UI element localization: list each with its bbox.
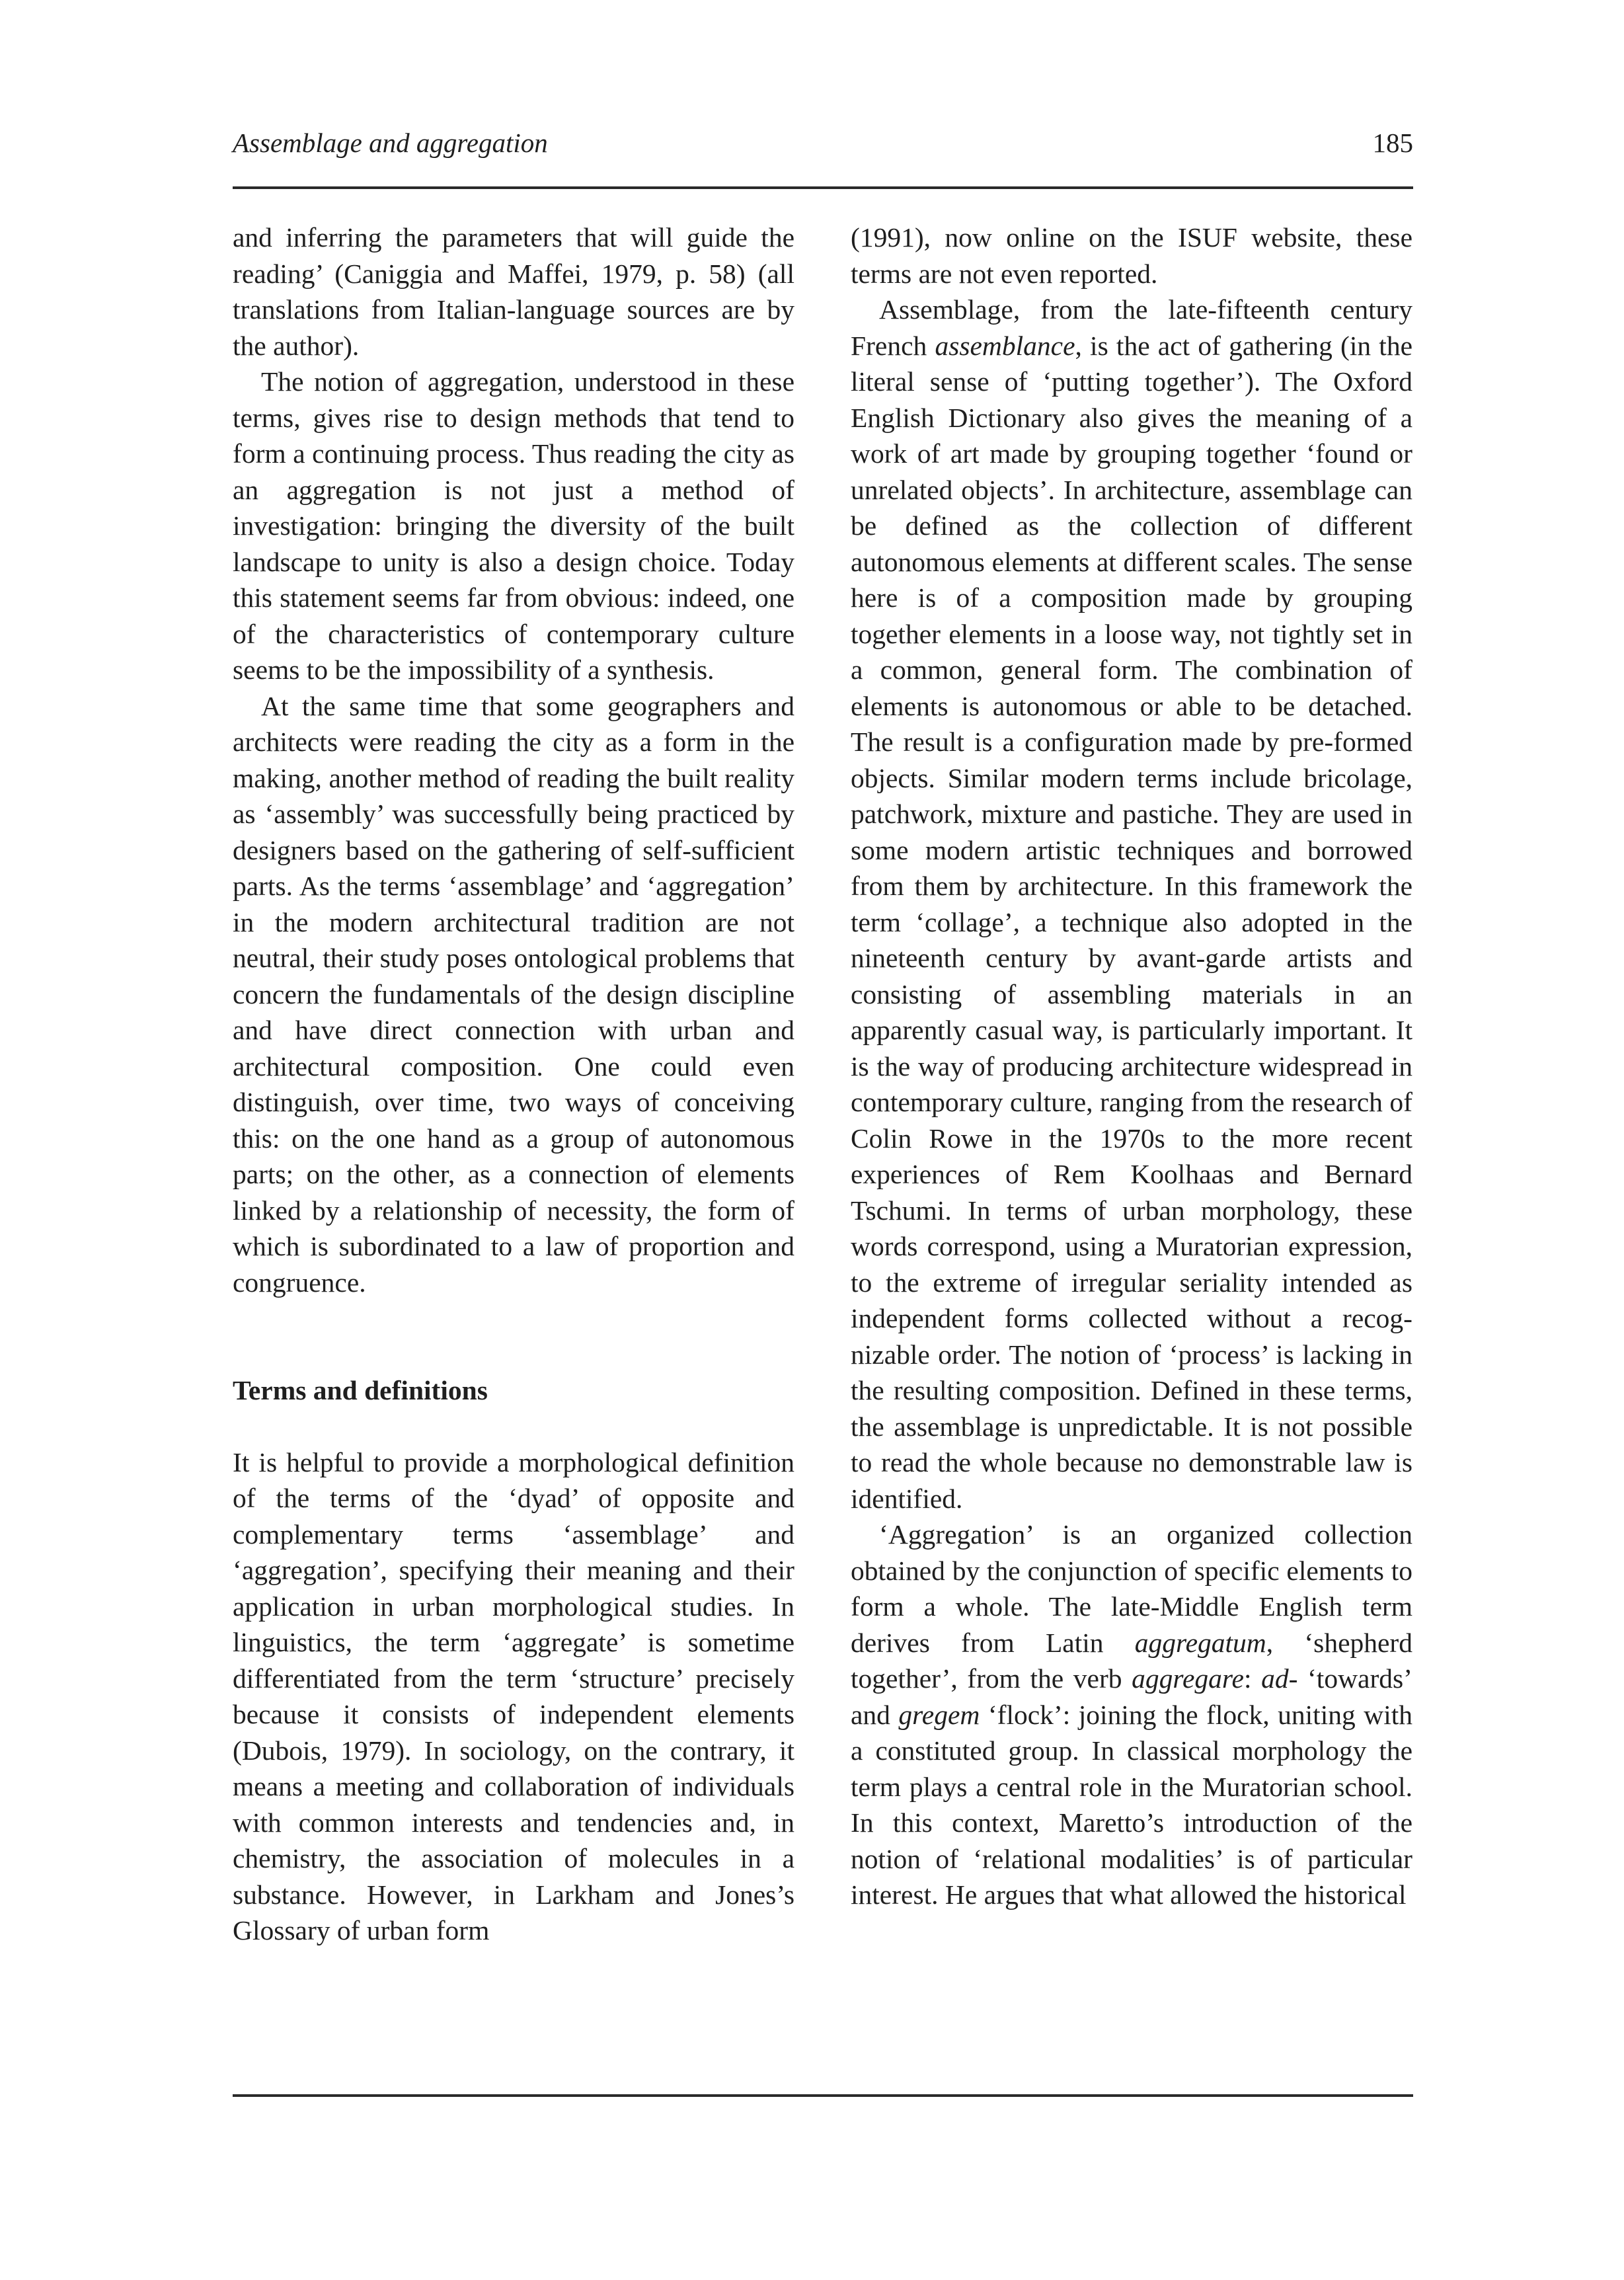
page-number: 185 <box>1372 128 1413 158</box>
italic-term: assemblance <box>935 330 1075 361</box>
paragraph <box>851 292 1412 1516</box>
text-run: : <box>1243 1663 1262 1694</box>
paragraph: (1991), now online on the ISUF website, these terms are not even reported. <box>851 222 1412 289</box>
section-heading: Terms and definitions <box>233 1375 488 1405</box>
italic-term: aggregatum <box>1134 1627 1266 1658</box>
paragraph: It is helpful to provide a morphological definition of the terms of the ‘dyad’ of opposite and complementary terms ‘assemblage’ and ‘aggregation’, specifying their meaning and their application in urban morphological studies. In linguistics, the term ‘aggregate’ is sometime differentiated from the term ‘structure’ precisely because it consists of independent elements (Dubois, 1979). In sociology, on the contrary, it means a meeting and collaboration of individuals with common interests and tendencies and, in chemistry, the association of molecules in a substance. However, in Larkham and Jones’s Glossary of urban form <box>233 1446 794 1946</box>
paragraph: The notion of aggregation, understood in these terms, gives rise to design methods that tend to form a continuing process. Thus reading the city as an aggregation is not just a method of investigation: bringing the diversity of the built landscape to unity is also a design choice. Today this statement seems far from obvious: indeed, one of the characteristics of contemporary culture seems to be the impossibility of a synthesis. <box>233 366 794 685</box>
bottom-rule <box>233 2094 1413 2097</box>
text-run: ‘towards’ and <box>851 1663 1412 1730</box>
italic-term: aggregare <box>1132 1663 1244 1694</box>
running-title: Assemblage and aggregation <box>233 128 548 158</box>
left-column <box>233 219 794 1949</box>
text-run: ‘flock’: joining the flock, uniting with a constituted group. In classical morphology the term plays a central role in the Muratorian school. In this context, Maretto’s introduction of the notion of ‘relational modalities’ is of particular interest. He argues that what allowed the historical <box>851 1699 1413 1910</box>
paragraph: and inferring the parameters that will guide the reading’ (Caniggia and Maffei, 1979, p. 58) (all translations from Italian-language sources are by the author). <box>233 222 794 361</box>
text-run: Assemblage, from the late-fifteenth century French <box>851 294 1412 361</box>
text-run: , ‘shepherd together’, from the verb <box>851 1627 1412 1694</box>
text-run: , is the act of gathering (in the literal sense of ‘putting together’). The Oxford English Dictionary also gives the meaning of a work of art made by grouping together ‘found or unrelated objects’. In architecture, assemblage can be defined as the collection of different autonomous elements at different scales. The sense here is of a composition made by grouping together elements in a loose way, not tightly set in a common, general form. The combination of elements is autonomous or able to be detached. The result is a configuration made by pre-formed objects. Similar modern terms include bricolage, patchwork, mixture and pastiche. They are used in some modern artistic techniques and borrowed from them by architecture. In this framework the term ‘collage’, a technique also adopted in the nineteenth century by avant-garde artists and consisting of assembling materials in an apparently casual way, is particularly important. It is the way of producing architecture widespread in contemporary culture, ranging from the research of Colin Rowe in the 1970s to the more recent experiences of Rem Koolhaas and Bernard Tschumi. In terms of urban morphology, these words correspond, using a Muratorian expression, to the extreme of irregular seriality intended as independent forms collected without a recognizable order. The notion of ‘process’ is lacking in the resulting composition. Defined in these terms, the assemblage is unpredictable. It is not possible to read the whole because no demonstrable law is identified. <box>851 330 1412 1514</box>
top-rule <box>233 186 1413 189</box>
running-head <box>233 123 1413 163</box>
paragraph <box>851 1516 1412 1913</box>
italic-term: gregem <box>898 1699 980 1730</box>
italic-term: ad- <box>1261 1663 1298 1694</box>
right-column <box>851 219 1412 1913</box>
text-run: ‘Aggregation’ is an organized collection obtained by the conjunction of specific elements to form a whole. The late-Middle English term derives from Latin <box>851 1519 1412 1658</box>
paragraph: At the same time that some geographers and architects were reading the city as a form in the making, another method of reading the built reality as ‘assembly’ was successfully being practiced by designers based on the gathering of self-sufficient parts. As the terms ‘assemblage’ and ‘aggregation’ in the modern architectural tradition are not neutral, their study poses ontological problems that concern the fundamentals of the design discipline and have direct connection with urban and architectural composition. One could even distinguish, over time, two ways of conceiving this: on the one hand as a group of autonomous parts; on the other, as a connection of elements linked by a relationship of necessity, the form of which is subordinated to a law of proportion and congruence. <box>233 690 794 1298</box>
